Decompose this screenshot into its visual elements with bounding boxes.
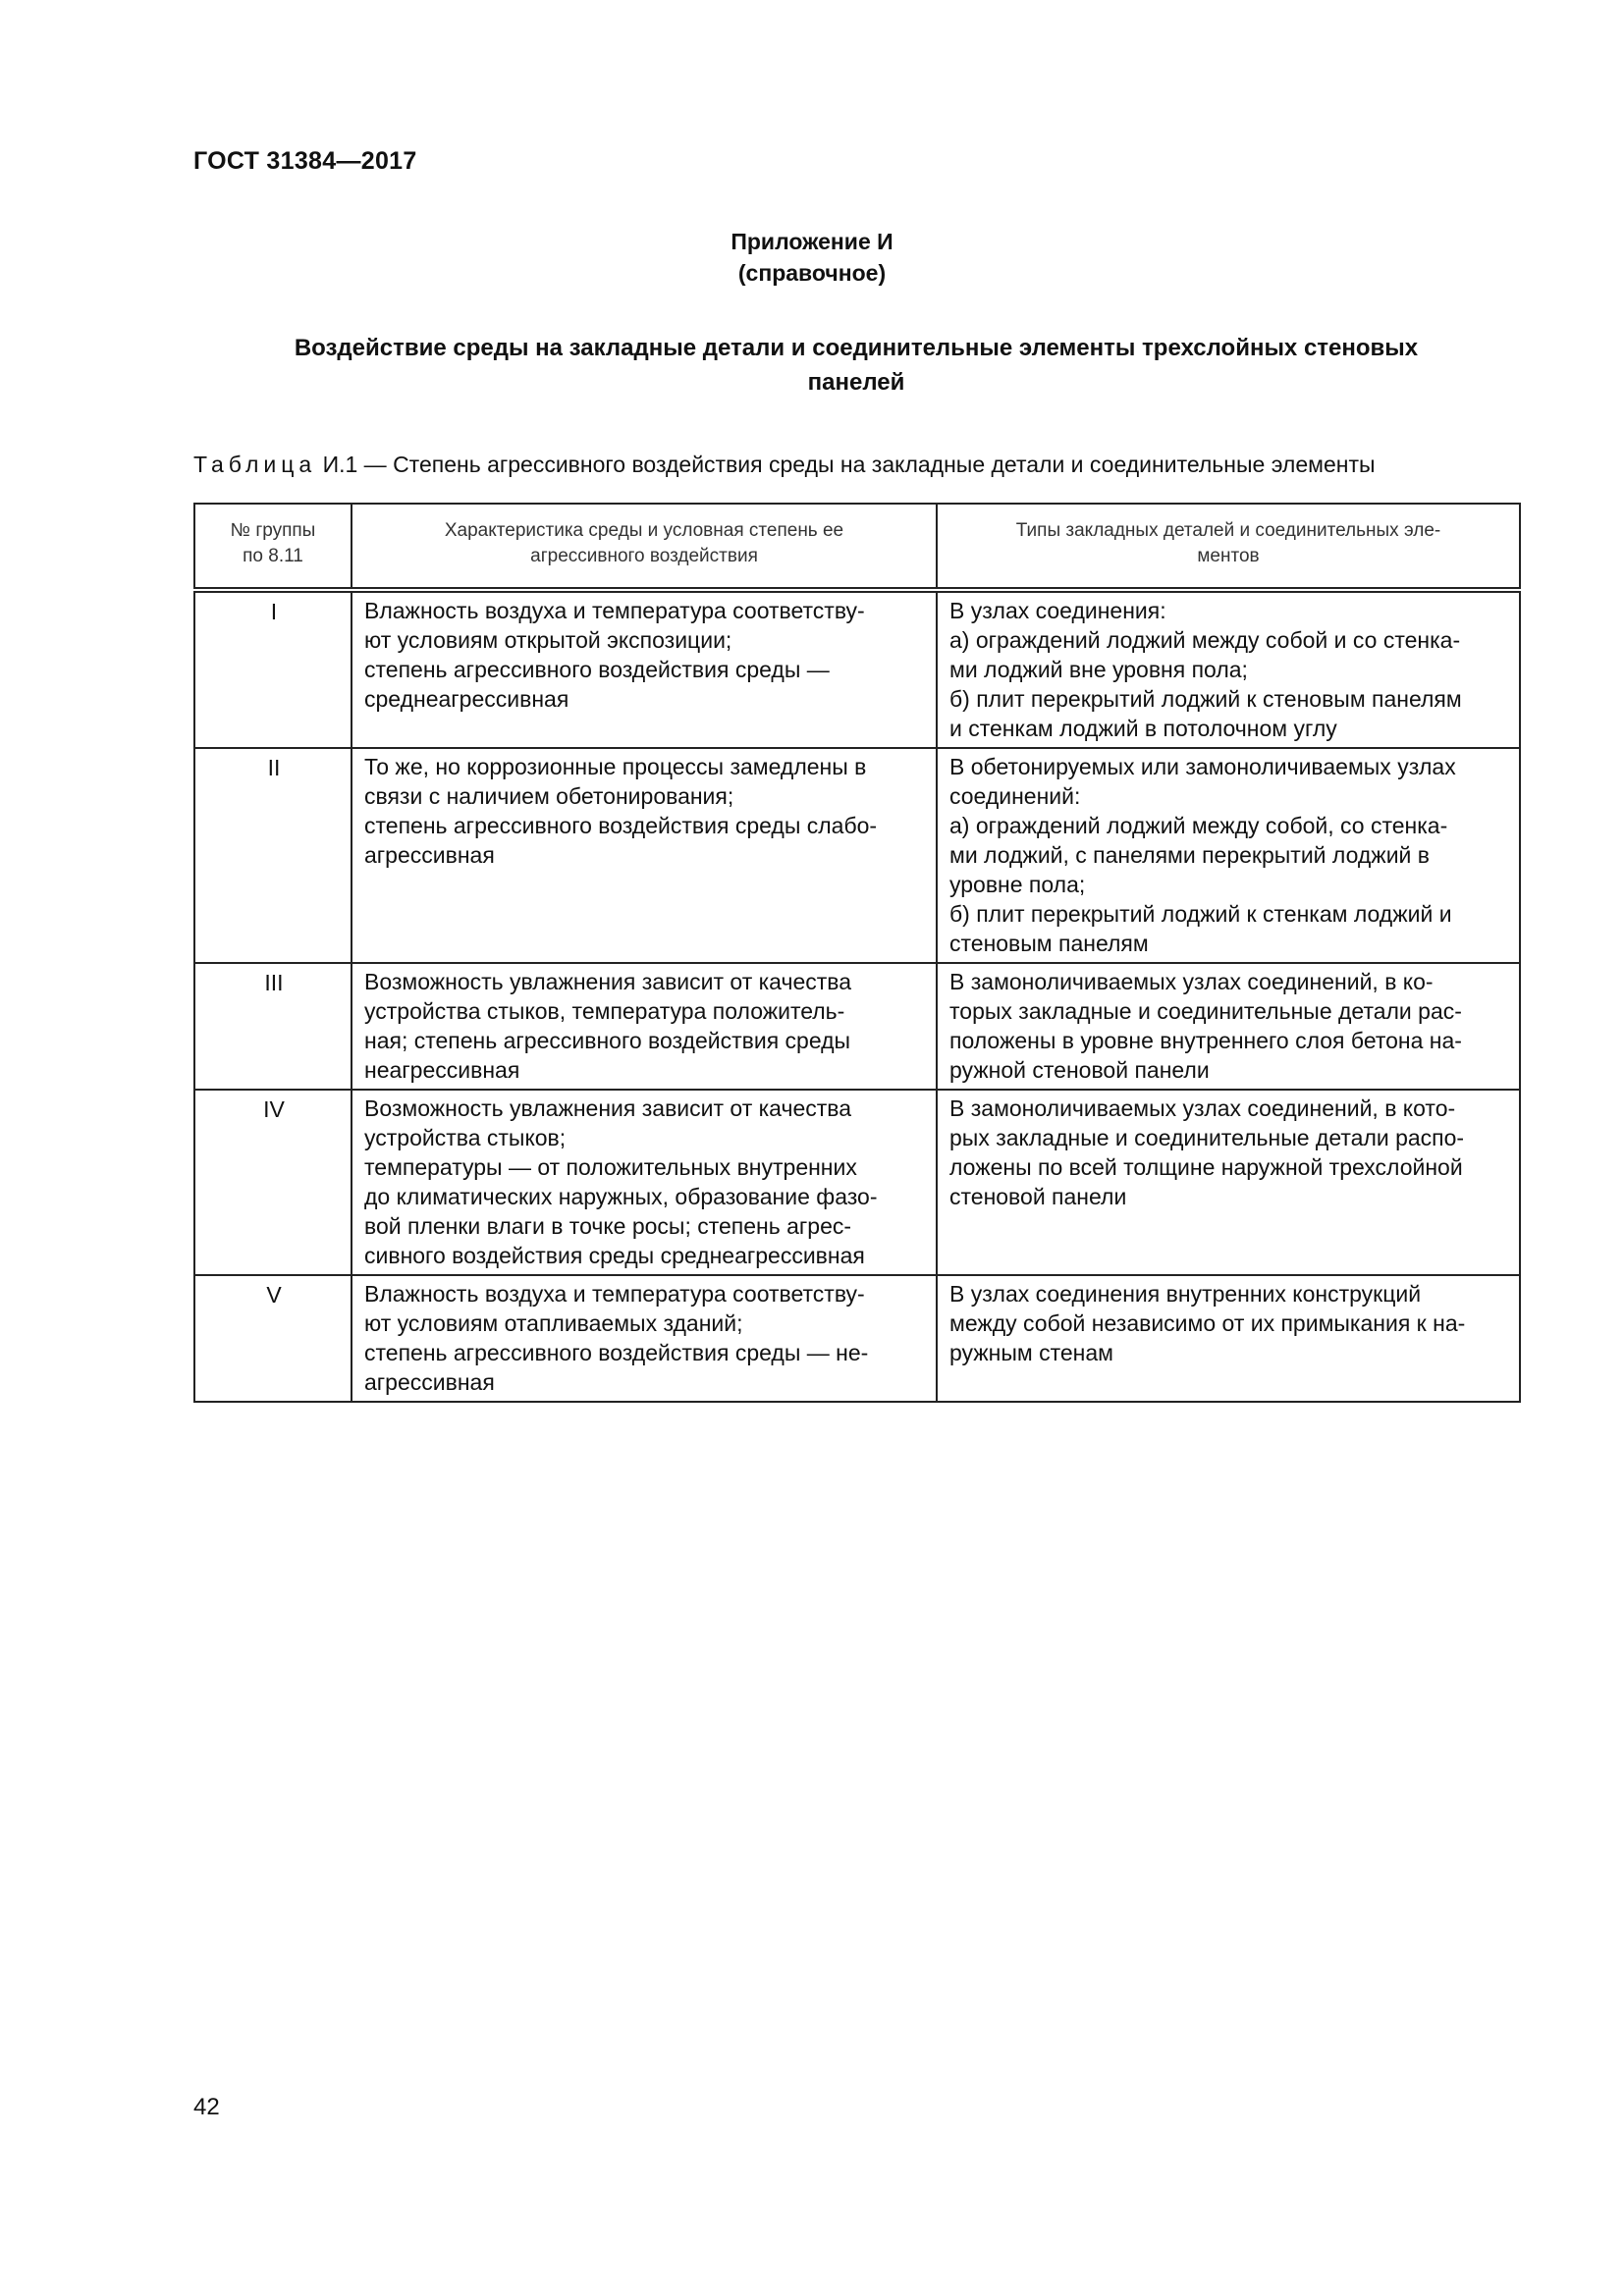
elements-cell: В узлах соединения внутренних конструкций между собой независимо от их примыкания к на- ружным стенам bbox=[937, 1275, 1520, 1402]
table-caption bbox=[193, 452, 1376, 478]
group-number-cell: IV bbox=[194, 1090, 352, 1275]
section-title-line: Воздействие среды на закладные детали и соединительные элементы трехслойных стеновых bbox=[294, 335, 1419, 361]
table-caption-label: Таблица bbox=[193, 452, 317, 477]
group-number-cell: I bbox=[194, 590, 352, 748]
table-caption-text: И.1 — Степень агрессивного воздействия среды на закладные детали и соединительные элементы bbox=[316, 452, 1376, 477]
environment-cell: Влажность воздуха и температура соответству- ют условиям открытой экспозиции; степень агрессивного воздействия среды — среднеагрессивная bbox=[352, 590, 937, 748]
environment-cell: Влажность воздуха и температура соответству- ют условиям отапливаемых зданий; степень агрессивного воздействия среды — не- агрессивная bbox=[352, 1275, 937, 1402]
elements-cell: В обетонируемых или замоноличиваемых узлах соединений: а) ограждений лоджий между собой, со стенка- ми лоджий, с панелями перекрытий лоджий в уровне пола; б) плит перекрытий лоджий к стенкам лоджий и стеновым панелям bbox=[937, 748, 1520, 963]
table-container bbox=[193, 503, 1519, 1403]
group-number-cell: II bbox=[194, 748, 352, 963]
table-header-row bbox=[194, 504, 1520, 590]
table-row bbox=[194, 963, 1520, 1090]
group-number-cell: III bbox=[194, 963, 352, 1090]
table-row bbox=[194, 590, 1520, 748]
header-element-types: Типы закладных деталей и соединительных эле- ментов bbox=[937, 504, 1520, 590]
elements-cell: В замоноличиваемых узлах соединений, в ко- торых закладные и соединительные детали рас- положены в уровне внутреннего слоя бетона на- ружной стеновой панели bbox=[937, 963, 1520, 1090]
header-group-number: № группы по 8.11 bbox=[194, 504, 352, 590]
section-title bbox=[193, 331, 1519, 400]
elements-cell: В замоноличиваемых узлах соединений, в кото- рых закладные и соединительные детали распо- ложены по всей толщине наружной трехслойной стеновой панели bbox=[937, 1090, 1520, 1275]
appendix-title: Приложение И bbox=[731, 229, 893, 254]
environment-cell: То же, но коррозионные процессы замедлены в связи с наличием обетонирования; степень агрессивного воздействия среды слабо- агрессивная bbox=[352, 748, 937, 963]
elements-cell: В узлах соединения: а) ограждений лоджий между собой и со стенка- ми лоджий вне уровня пола; б) плит перекрытий лоджий к стеновым панелям и стенкам лоджий в потолочном углу bbox=[937, 590, 1520, 748]
page-number: 42 bbox=[193, 2094, 220, 2120]
table-row bbox=[194, 1090, 1520, 1275]
table-row bbox=[194, 1275, 1520, 1402]
appendix-heading bbox=[0, 226, 1624, 289]
document-id: ГОСТ 31384—2017 bbox=[193, 147, 417, 175]
aggression-table bbox=[193, 503, 1521, 1403]
appendix-subtitle: (справочное) bbox=[737, 260, 887, 286]
header-environment: Характеристика среды и условная степень ее агрессивного воздействия bbox=[352, 504, 937, 590]
table-row bbox=[194, 748, 1520, 963]
environment-cell: Возможность увлажнения зависит от качества устройства стыков; температуры — от положительных внутренних до климатических наружных, образование фазо- вой пленки влаги в точке росы; степень агрес- сивного воздействия среды среднеагрессивная bbox=[352, 1090, 937, 1275]
group-number-cell: V bbox=[194, 1275, 352, 1402]
section-title-line: панелей bbox=[807, 369, 905, 396]
environment-cell: Возможность увлажнения зависит от качества устройства стыков, температура положитель- ная; степень агрессивного воздействия среды неагрессивная bbox=[352, 963, 937, 1090]
